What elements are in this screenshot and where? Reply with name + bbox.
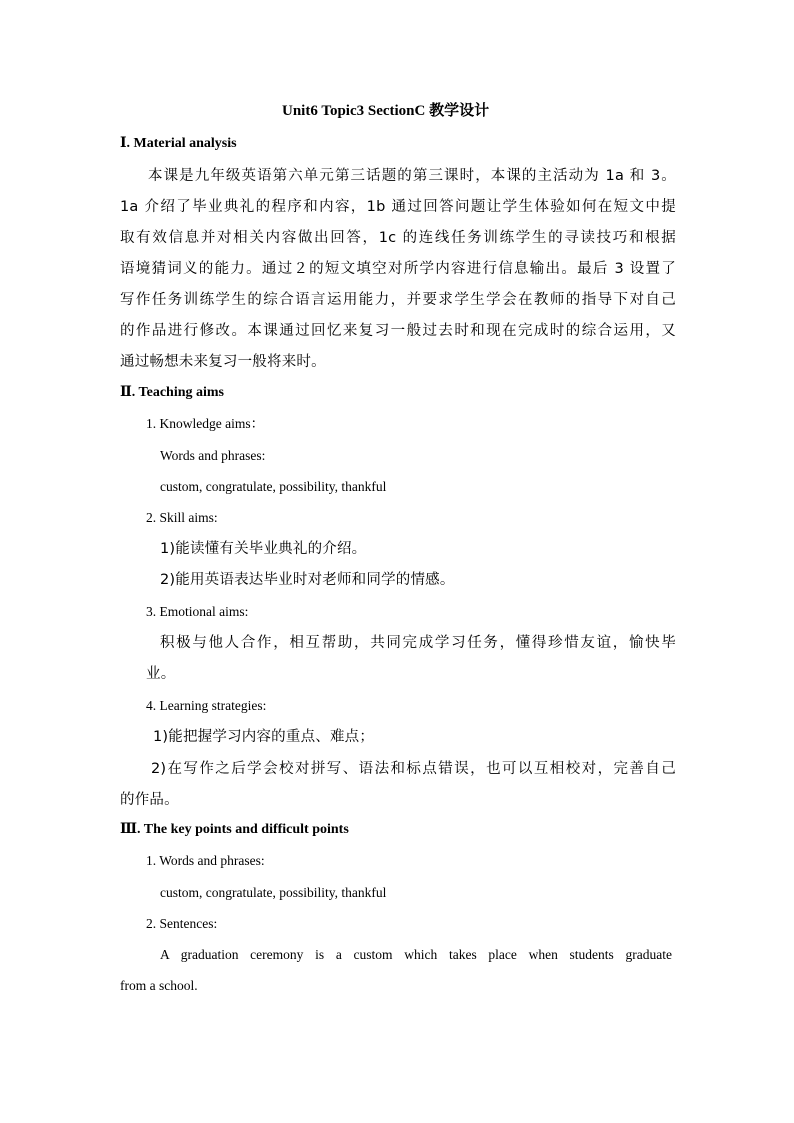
paragraph-line: 写作任务训练学生的综合语言运用能力，并要求学生学会在教师的指导下对自己 bbox=[120, 292, 676, 308]
words-phrases-label: 1. Words and phrases: bbox=[146, 853, 265, 868]
words-list: custom, congratulate, possibility, thankful bbox=[160, 885, 387, 900]
learning-strategy-item: 的作品。 bbox=[120, 792, 179, 808]
learning-strategy-item: 2)在写作之后学会校对拼写、语法和标点错误，也可以互相校对，完善自己 bbox=[151, 761, 676, 777]
words-list: custom, congratulate, possibility, thankful bbox=[160, 479, 387, 494]
section-heading-key-points: Ⅲ. The key points and difficult points bbox=[120, 822, 349, 837]
emotional-aims-label: 3. Emotional aims: bbox=[146, 604, 249, 619]
sentence-text: from a school. bbox=[120, 978, 198, 993]
paragraph-line: 取有效信息并对相关内容做出回答，1c 的连线任务训练学生的寻读技巧和根据 bbox=[120, 230, 676, 246]
paragraph-line: 1a 介绍了毕业典礼的程序和内容，1b 通过回答问题让学生体验如何在短文中提 bbox=[120, 199, 676, 215]
words-phrases-label: Words and phrases: bbox=[160, 448, 266, 463]
emotional-aims-text: 积极与他人合作，相互帮助，共同完成学习任务，懂得珍惜友谊，愉快毕 bbox=[160, 635, 676, 651]
sentences-label: 2. Sentences: bbox=[146, 916, 218, 931]
skill-aim-item: 1)能读懂有关毕业典礼的介绍。 bbox=[160, 541, 367, 557]
section-heading-material-analysis: Ⅰ. Material analysis bbox=[120, 136, 237, 151]
section-heading-teaching-aims: Ⅱ. Teaching aims bbox=[120, 385, 224, 400]
skill-aims-label: 2. Skill aims: bbox=[146, 510, 218, 525]
paragraph-line: 的作品进行修改。本课通过回忆来复习一般过去时和现在完成时的综合运用，又 bbox=[120, 323, 676, 339]
learning-strategies-label: 4. Learning strategies: bbox=[146, 698, 267, 713]
emotional-aims-text: 业。 bbox=[146, 666, 176, 682]
paragraph-line: 语境猜词义的能力。通过２的短文填空对所学内容进行信息输出。最后 3 设置了 bbox=[120, 261, 676, 277]
paragraph-line: 通过畅想未来复习一般将来时。 bbox=[120, 354, 326, 370]
document-title: Unit6 Topic3 SectionC 教学设计 bbox=[282, 103, 490, 119]
learning-strategy-item: 1)能把握学习内容的重点、难点； bbox=[153, 729, 375, 745]
sentence-text: A graduation ceremony is a custom which takes place when students graduate bbox=[160, 947, 672, 962]
knowledge-aims-label: 1. Knowledge aims： bbox=[146, 416, 265, 431]
paragraph-line: 本课是九年级英语第六单元第三话题的第三课时，本课的主活动为 1a 和 3。 bbox=[148, 168, 676, 184]
skill-aim-item: 2)能用英语表达毕业时对老师和同学的情感。 bbox=[160, 572, 455, 588]
